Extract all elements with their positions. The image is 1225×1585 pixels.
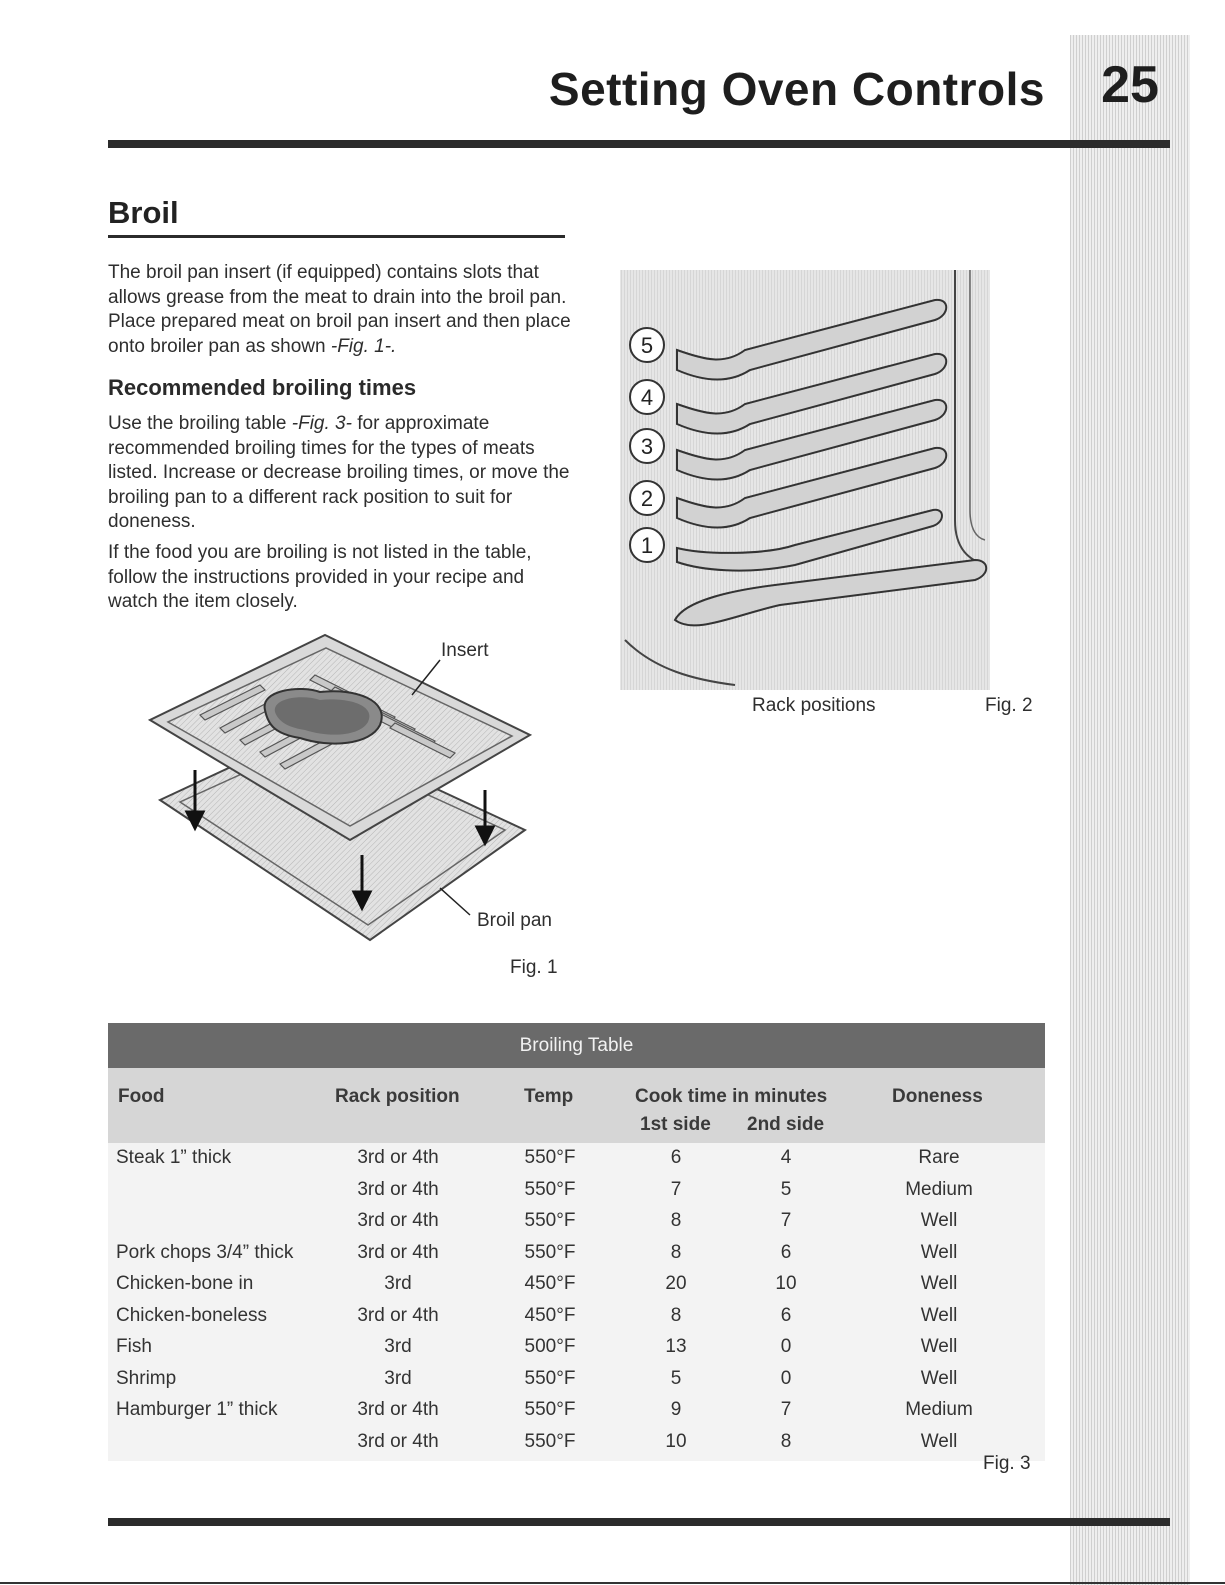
page-title: Setting Oven Controls [548,63,1045,115]
col-header-rack: Rack position [335,1086,460,1107]
rack-positions-illustration [615,270,995,695]
cell-temp: 450°F [524,1304,576,1326]
cell-rack: 3rd or 4th [357,1178,439,1200]
col-header-doneness: Doneness [892,1086,983,1107]
cell-food: Hamburger 1” thick [116,1399,278,1420]
rack-number-3: 3 [640,434,654,459]
cell-temp: 550°F [524,1367,576,1389]
oven-wall [620,270,990,690]
cell-temp: 550°F [524,1178,576,1200]
fig1-caption: Fig. 1 [510,957,558,978]
cell-doneness: Rare [918,1147,960,1168]
broiling-table [108,1023,1045,1461]
rack-number-4: 4 [640,385,654,410]
cell-temp: 550°F [524,1399,576,1420]
cell-food: Shrimp [116,1367,177,1389]
cell-second-side: 0 [780,1367,792,1389]
cell-first-side: 5 [670,1367,682,1389]
cell-rack: 3rd or 4th [357,1210,439,1231]
top-rule [108,140,1170,148]
cell-first-side: 7 [670,1178,682,1200]
cell-rack: 3rd or 4th [357,1304,439,1326]
cell-food: Pork chops 3/4” thick [116,1241,294,1263]
cell-rack: 3rd or 4th [357,1399,439,1420]
cell-doneness: Well [920,1210,958,1231]
cell-first-side: 9 [670,1399,682,1420]
cell-first-side: 10 [665,1430,687,1452]
rack-positions-caption: Rack positions [752,695,876,716]
fig3-caption: Fig. 3 [983,1453,1031,1474]
cell-first-side: 20 [665,1273,687,1294]
cell-food: Chicken-bone in [116,1273,254,1294]
col-header-second-side: 2nd side [747,1114,825,1135]
table-row [108,1143,1045,1174]
cell-second-side: 0 [780,1336,792,1357]
rack-number-2: 2 [640,486,654,511]
cell-doneness: Well [920,1304,958,1326]
page-number: 25 [1101,56,1159,114]
table-row [108,1395,1045,1426]
col-header-cook-time: Cook time in minutes [635,1086,828,1107]
table-row [108,1364,1045,1395]
cell-food: Fish [116,1336,152,1357]
cell-doneness: Well [920,1273,958,1294]
table-row [108,1206,1045,1237]
cell-temp: 550°F [524,1430,576,1452]
cell-second-side: 6 [780,1304,792,1326]
table-row [108,1301,1045,1332]
fig1-reference: -Fig. 1-. [330,335,397,357]
cell-doneness: Well [920,1367,958,1389]
cell-doneness: Well [920,1241,958,1263]
table-row [108,1238,1045,1269]
insert-label: Insert [441,640,489,661]
cell-second-side: 7 [780,1210,792,1231]
table-body [108,1143,1045,1461]
cell-doneness: Medium [905,1399,973,1420]
cell-first-side: 6 [670,1147,682,1168]
table-column-headers [108,1068,1045,1143]
table-row [108,1332,1045,1363]
cell-second-side: 10 [775,1273,797,1294]
fig3-reference: -Fig. 3- [291,413,352,434]
table-row [108,1427,1045,1458]
fig2-caption: Fig. 2 [985,695,1033,716]
intro-text: The broil pan insert (if equipped) contains slots that allows grease from the meat to drain into the broil pan. Place prepared meat on broil pan insert and then place onto broiler pan as shown [108,262,571,357]
col-header-first-side: 1st side [640,1114,711,1135]
cell-temp: 500°F [524,1336,576,1357]
cell-second-side: 8 [780,1430,792,1452]
cell-doneness: Well [920,1430,958,1452]
col-header-temp: Temp [524,1086,574,1107]
cell-first-side: 8 [670,1210,682,1231]
cell-rack: 3rd or 4th [357,1147,439,1168]
table-title: Broiling Table [108,1023,1045,1068]
subheading: Recommended broiling times [108,375,417,400]
broil-pan-label: Broil pan [477,910,552,931]
cell-rack: 3rd or 4th [357,1241,439,1263]
page-edge-line [0,1582,1225,1584]
cell-temp: 450°F [524,1273,576,1294]
cell-temp: 550°F [524,1147,576,1168]
cell-rack: 3rd [384,1273,412,1294]
table-row [108,1269,1045,1300]
table-row [108,1175,1045,1206]
cell-first-side: 13 [665,1336,687,1357]
cell-rack: 3rd [384,1367,412,1389]
section-rule [108,235,565,238]
rack-number-5: 5 [640,333,654,358]
not-listed-paragraph: If the food you are broiling is not listed in the table, follow the instructions provided in your recipe and watch the item closely. [108,542,532,612]
intro-paragraph [108,261,573,359]
broil-pan-illustration [140,630,560,955]
cell-rack: 3rd [384,1336,412,1357]
cell-temp: 550°F [524,1241,576,1263]
cell-second-side: 6 [780,1241,792,1263]
col-header-food: Food [118,1086,165,1107]
cell-first-side: 8 [670,1304,682,1326]
bottom-rule [108,1518,1170,1526]
cell-doneness: Well [920,1336,958,1357]
cell-second-side: 7 [780,1399,792,1420]
cell-food: Steak 1” thick [116,1147,232,1168]
cell-rack: 3rd or 4th [357,1430,439,1452]
broiling-times-paragraph [108,412,573,535]
cell-second-side: 5 [780,1178,792,1200]
para2-end: for approximate recommended broiling times for the types of meats listed. Increase or decrease broiling times, or move the broiling pan to a different rack position to suit for doneness. [108,413,570,532]
cell-temp: 550°F [524,1210,576,1231]
cell-second-side: 4 [780,1147,792,1168]
cell-doneness: Medium [905,1178,973,1200]
side-tab [1070,35,1190,1585]
cell-first-side: 8 [670,1241,682,1263]
rack-number-1: 1 [640,533,654,558]
cell-food: Chicken-boneless [116,1304,268,1326]
section-heading: Broil [108,195,179,230]
para2-start: Use the broiling table [108,413,292,434]
